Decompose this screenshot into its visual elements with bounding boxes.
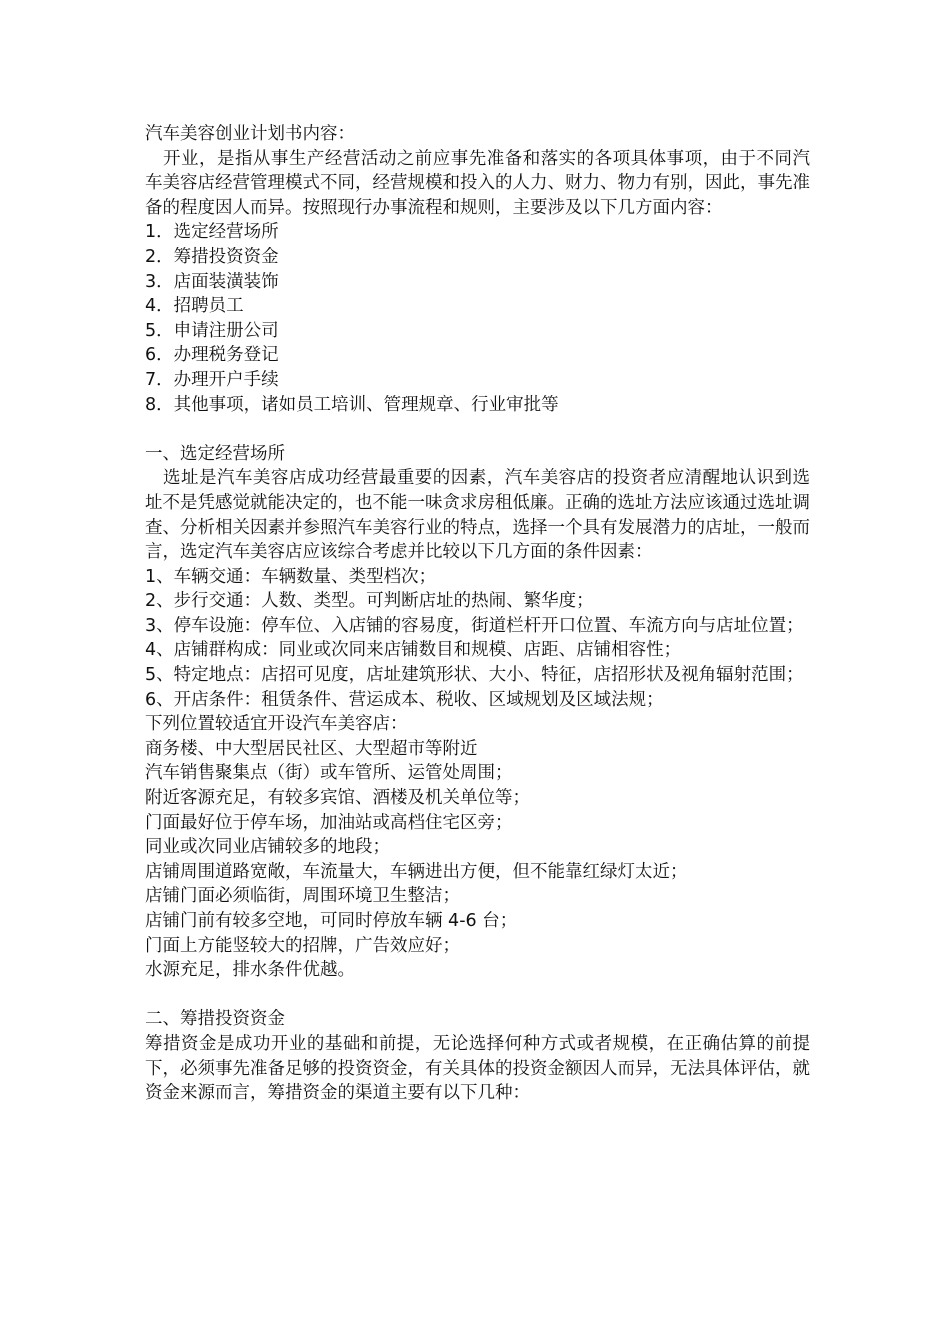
list-item: 2．筹措投资资金 [145,246,279,267]
location-list [145,737,810,983]
list-item: 1．选定经营场所 [145,222,279,243]
list-item: 5．申请注册公司 [145,320,279,341]
list-item: 8．其他事项，诸如员工培训、管理规章、行业审批等 [145,394,559,415]
location-item: 门面最好位于停车场，加油站或高档住宅区旁； [145,812,513,833]
location-item: 店铺周围道路宽敞，车流量大，车辆进出方便，但不能靠红绿灯太近； [145,861,688,882]
section2-paragraph: 筹措资金是成功开业的基础和前提，无论选择何种方式或者规模，在正确估算的前提下，必须事先准备足够的投资资金，有关具体的投资金额因人而异，无法具体评估，就资金来源而言，筹措资金的渠道主要有以下几种： [145,1033,810,1104]
document-page [145,122,810,1106]
location-item: 门面上方能竖较大的招牌，广告效应好； [145,935,460,956]
location-item: 附近客源充足，有较多宾馆、酒楼及机关单位等； [145,788,530,809]
list-item: 7．办理开户手续 [145,369,279,390]
intro-paragraph: 开业，是指从事生产经营活动之前应事先准备和落实的各项具体事项，由于不同汽车美容店经营管理模式不同，经营规模和投入的人力、财力、物力有别，因此，事先准备的程度因人而异。按照现行办事流程和规则，主要涉及以下几方面内容： [145,148,810,218]
factor-item: 6、开店条件：租赁条件、营运成本、税收、区域规划及区域法规； [145,689,664,710]
section1-paragraph: 选址是汽车美容店成功经营最重要的因素，汽车美容店的投资者应清醒地认识到选址不是凭感觉就能决定的，也不能一味贪求房租低廉。正确的选址方法应该通过选址调查、分析相关因素并参照汽车美容行业的特点，选择一个具有发展潜力的店址，一般而言，选定汽车美容店应该综合考虑并比较以下几方面的条件因素： [145,468,810,563]
factor-item: 1、车辆交通：车辆数量、类型档次； [145,566,437,587]
location-item: 店铺门面必须临街，周围环境卫生整洁； [145,886,460,907]
list-item: 3．店面装潢装饰 [145,271,279,292]
factor-item: 2、步行交通：人数、类型。可判断店址的热闹、繁华度； [145,591,594,612]
list-item: 4．招聘员工 [145,296,244,317]
location-item: 水源充足，排水条件优越。 [145,960,355,981]
spacer [145,983,810,1008]
doc-title: 汽车美容创业计划书内容： [145,124,355,144]
factor-item: 4、店铺群构成：同业或次同来店铺数目和规模、店距、店铺相容性； [145,640,682,661]
contents-list [145,220,810,417]
locations-intro: 下列位置较适宜开设汽车美容店： [145,714,408,735]
location-item: 汽车销售聚集点（街）或车管所、运管处周围； [145,763,513,784]
section2-heading: 二、筹措投资资金 [145,1009,285,1030]
location-item: 商务楼、中大型居民社区、大型超市等附近 [145,738,478,759]
factor-list [145,565,810,713]
list-item: 6．办理税务登记 [145,345,279,366]
factor-item: 5、特定地点：店招可见度，店址建筑形状、大小、特征，店招形状及视角辐射范围； [145,665,804,686]
factor-item: 3、停车设施：停车位、入店铺的容易度，街道栏杆开口位置、车流方向与店址位置； [145,615,804,636]
location-item: 同业或次同业店铺较多的地段； [145,837,390,858]
spacer [145,417,810,442]
location-item: 店铺门前有较多空地，可同时停放车辆 4-6 台； [145,911,518,931]
section1-heading: 一、选定经营场所 [145,443,285,464]
